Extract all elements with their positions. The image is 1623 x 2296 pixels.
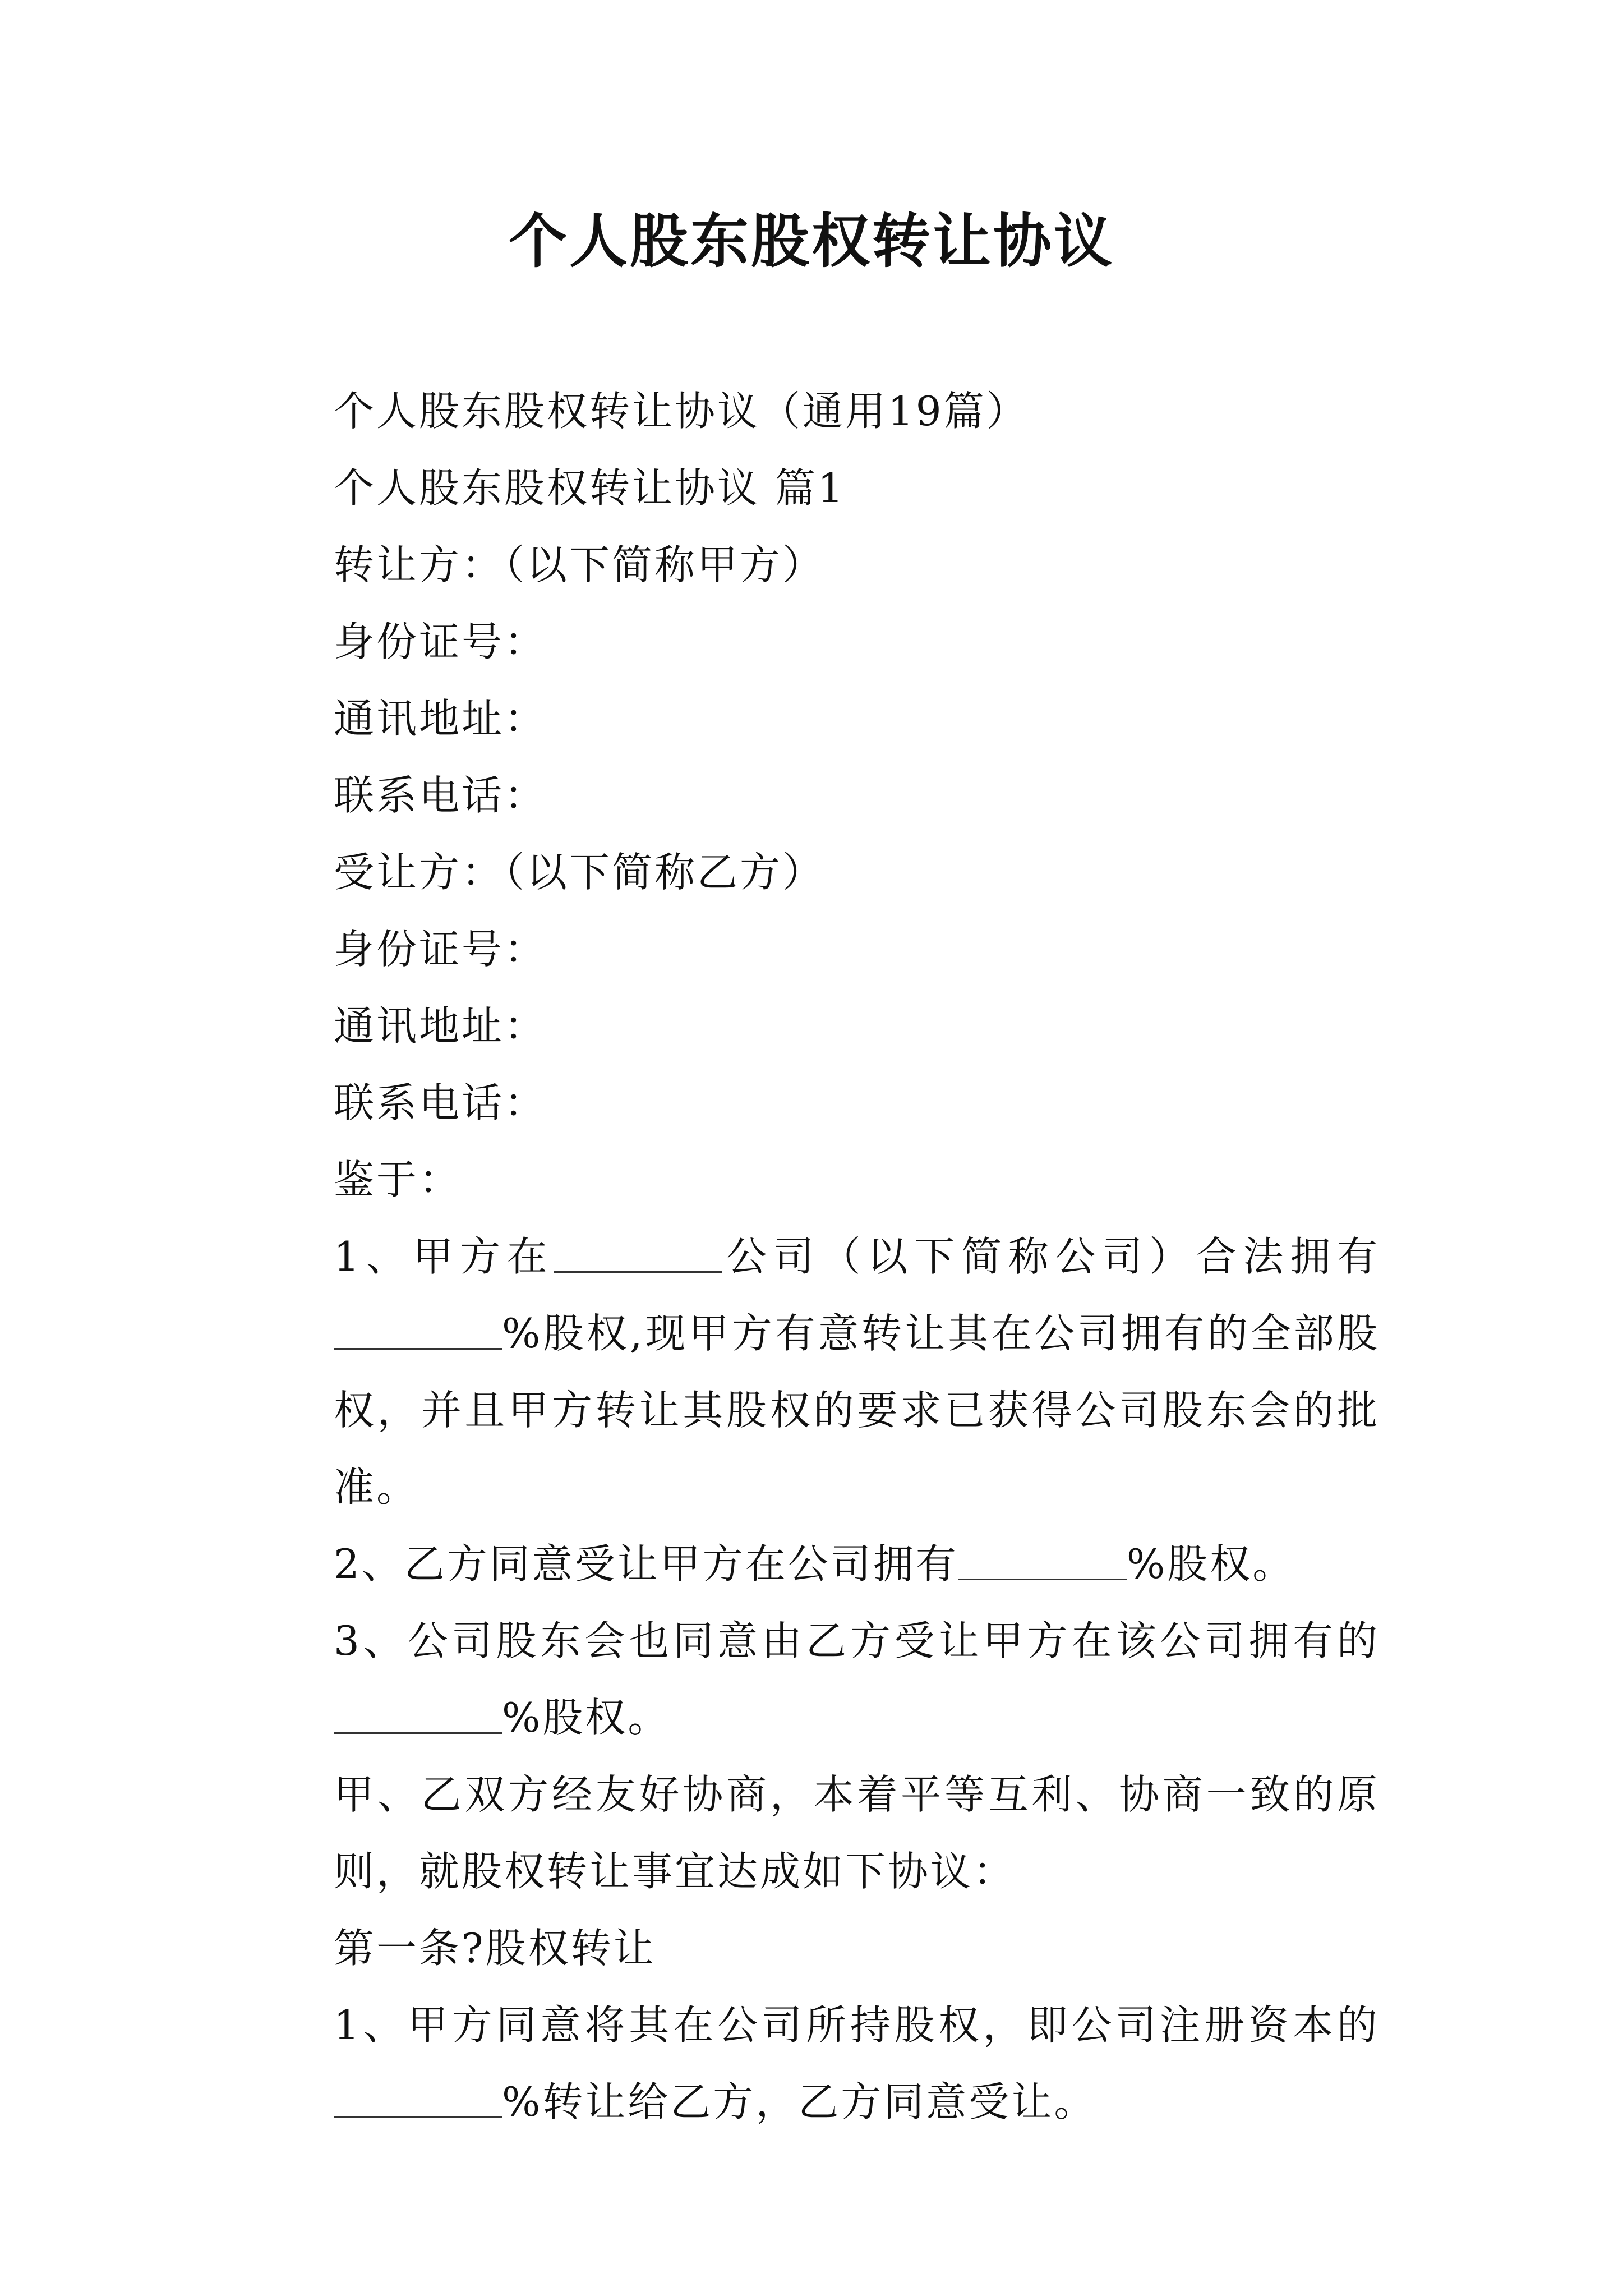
transferee-address-line: 通讯地址： bbox=[334, 1002, 547, 1050]
clause-1-part-a: 1、甲方在 bbox=[334, 1233, 554, 1280]
whereas-line: 鉴于： bbox=[334, 1156, 462, 1203]
clause-3 bbox=[247, 1603, 1380, 1756]
blank-share-percent bbox=[334, 1693, 502, 1734]
transferor-id-line: 身份证号： bbox=[334, 618, 547, 665]
clause-2-part-b: %股权。 bbox=[1126, 1540, 1295, 1588]
document-title: 个人股东股权转让协议 bbox=[508, 206, 1114, 275]
document-body bbox=[247, 373, 1380, 2141]
article-1-item-1-part-a: 1、甲方同意将其在公司所持股权，即公司注册资本的 bbox=[334, 2001, 1380, 2049]
clause-3-part-b: %股权。 bbox=[502, 1694, 671, 1741]
clause-3-part-a: 3、公司股东会也同意由乙方受让甲方在该公司拥有的 bbox=[334, 1617, 1380, 1664]
transferor-phone-line: 联系电话： bbox=[334, 772, 547, 819]
article-1-item-1 bbox=[247, 1987, 1380, 2141]
blank-share-percent bbox=[958, 1539, 1127, 1580]
clause-1 bbox=[247, 1218, 1380, 1526]
clause-1-part-b: 公司（以下简称公司）合法拥有 bbox=[722, 1233, 1380, 1280]
chapter-heading: 个人股东股权转让协议 篇1 bbox=[334, 464, 846, 512]
blank-share-percent bbox=[334, 1309, 502, 1350]
blank-share-percent bbox=[334, 2077, 502, 2118]
clause-1-part-c: %股权,现甲方有意转让其在公司拥有的全部股权，并且甲方转让其股权的要求已获得公司股东会的批准。 bbox=[334, 1310, 1380, 1511]
clause-2-part-a: 2、乙方同意受让甲方在公司拥有 bbox=[334, 1540, 958, 1588]
transferor-address-line: 通讯地址： bbox=[334, 695, 547, 742]
subtitle: 个人股东股权转让协议（通用19篇） bbox=[334, 388, 1029, 435]
agreement-intro: 甲、乙双方经友好协商，本着平等互利、协商一致的原则，就股权转让事宜达成如下协议： bbox=[334, 1771, 1380, 1895]
transferee-phone-line: 联系电话： bbox=[334, 1079, 547, 1126]
clause-2 bbox=[247, 1526, 1380, 1603]
article-1-item-1-part-b: %转让给乙方，乙方同意受让。 bbox=[502, 2078, 1097, 2125]
article-1-heading: 第一条?股权转让 bbox=[334, 1925, 656, 1972]
blank-company-name bbox=[554, 1232, 722, 1273]
transferor-line: 转让方：（以下简称甲方） bbox=[334, 541, 826, 588]
transferee-id-line: 身份证号： bbox=[334, 926, 547, 973]
transferee-line: 受让方：（以下简称乙方） bbox=[334, 849, 826, 896]
